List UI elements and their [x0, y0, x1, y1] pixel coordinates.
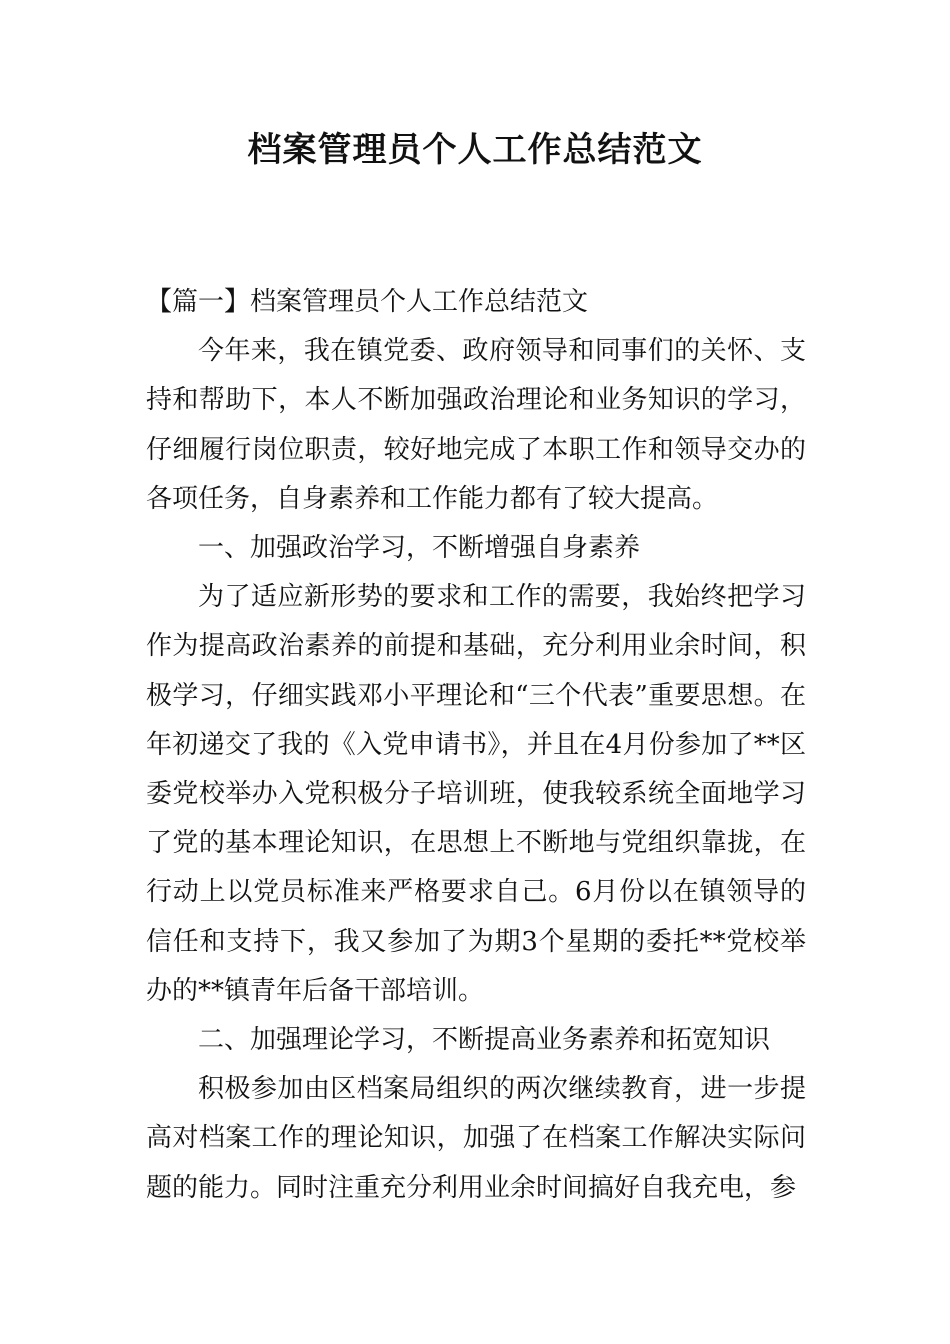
paragraph-political-study: 为了适应新形势的要求和工作的需要，我始终把学习作为提高政治素养的前提和基础，充分利用业余时间，积极学习，仔细实践邓小平理论和“三个代表”重要思想。在年初递交了我的《入党申请书》，并且在4月份参加了**区委党校举办入党积极分子培训班，使我较系统全面地学习了党的基本理论知识，在思想上不断地与党组织靠拢，在行动上以党员标准来严格要求自己。6月份以在镇领导的信任和支持下，我又参加了为期3个星期的委托**党校举办的**镇青年后备干部培训。: [146, 582, 806, 1006]
subheading-theory-study: 二、加强理论学习，不断提高业务素养和拓宽知识: [198, 1025, 771, 1056]
subheading-political-study: 一、加强政治学习，不断增强自身素养: [198, 533, 641, 564]
paragraph-theory-study: 积极参加由区档案局组织的两次继续教育，进一步提高对档案工作的理论知识，加强了在档案工作解决实际问题的能力。同时注重充分利用业余时间搞好自我充电，参: [146, 1074, 806, 1203]
document-body: [146, 278, 806, 1213]
section-heading: 【篇一】档案管理员个人工作总结范文: [146, 287, 589, 317]
paragraph-intro: 今年来，我在镇党委、政府领导和同事们的关怀、支持和帮助下，本人不断加强政治理论和业务知识的学习，仔细履行岗位职责，较好地完成了本职工作和领导交办的各项任务，自身素养和工作能力都有了较大提高。: [146, 336, 806, 514]
document-title: 档案管理员个人工作总结范文: [247, 130, 703, 170]
